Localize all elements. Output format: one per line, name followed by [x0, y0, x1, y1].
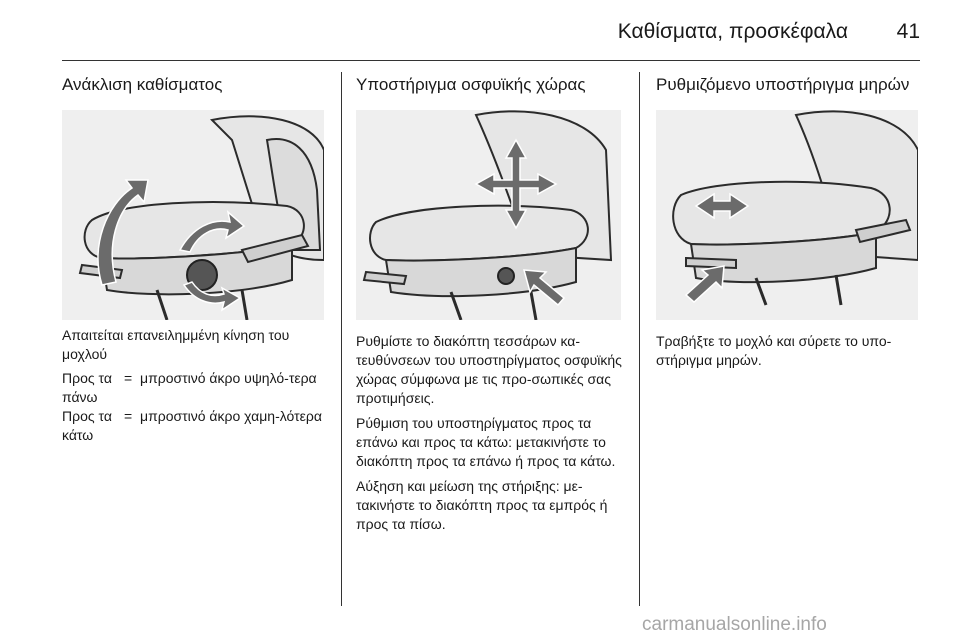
body-text: Ρύθμιση του υποστηρίγματος προς τα επάνω και προς τα κάτω: μετακινήστε το διακόπτη προς τα επάνω ή προς τα κάτω. [356, 415, 616, 469]
definition-row [62, 369, 327, 407]
lever-icon [686, 258, 736, 268]
section-thigh-support [656, 74, 922, 370]
section-seat-recline [62, 74, 327, 445]
body-text: Ρυθμίστε το διακόπτη τεσσάρων κα-τευθύνσεων του υποστηρίγματος οσφυϊκής χώρας σύμφωνα με τις προ-σωπικές σας προτιμήσεις. [356, 333, 622, 406]
definition-equals: = [124, 370, 133, 386]
definition-row [62, 407, 327, 445]
column-divider [341, 72, 342, 606]
definition-list [62, 369, 327, 445]
switch-icon [498, 268, 514, 284]
section-heading: Ρυθμιζόμενο υποστήριγμα μηρών [656, 75, 910, 94]
definition-description: μπροστινό άκρο χαμη-λότερα [140, 408, 322, 424]
header-title: Καθίσματα, προσκέφαλα [617, 20, 848, 43]
body-text: Απαιτείται επανειλημμένη κίνηση του μοχλού [62, 327, 290, 362]
header-rule [62, 60, 920, 61]
definition-description: μπροστινό άκρο υψηλό-τερα [140, 370, 317, 386]
watermark: carmanualsonline.info [642, 614, 827, 635]
thigh-support-figure [656, 110, 918, 320]
definition-term: Προς τα κάτω [62, 408, 112, 443]
section-heading: Ανάκλιση καθίσματος [62, 75, 223, 94]
seat-recline-figure [62, 110, 324, 320]
definition-term: Προς τα πάνω [62, 370, 112, 405]
column-divider [639, 72, 640, 606]
page-header [0, 0, 960, 60]
section-lumbar-support [356, 74, 624, 534]
body-text: Αύξηση και μείωση της στήριξης: με-τακινήστε το διακόπτη προς τα εμπρός ή προς τα πίσω. [356, 478, 608, 532]
lumbar-support-figure [356, 110, 621, 320]
page-number: 41 [896, 20, 920, 43]
definition-equals: = [124, 408, 133, 424]
body-text: Τραβήξτε το μοχλό και σύρετε το υπο-στήριγμα μηρών. [656, 333, 892, 368]
section-heading: Υποστήριγμα οσφυϊκής χώρας [356, 75, 586, 94]
